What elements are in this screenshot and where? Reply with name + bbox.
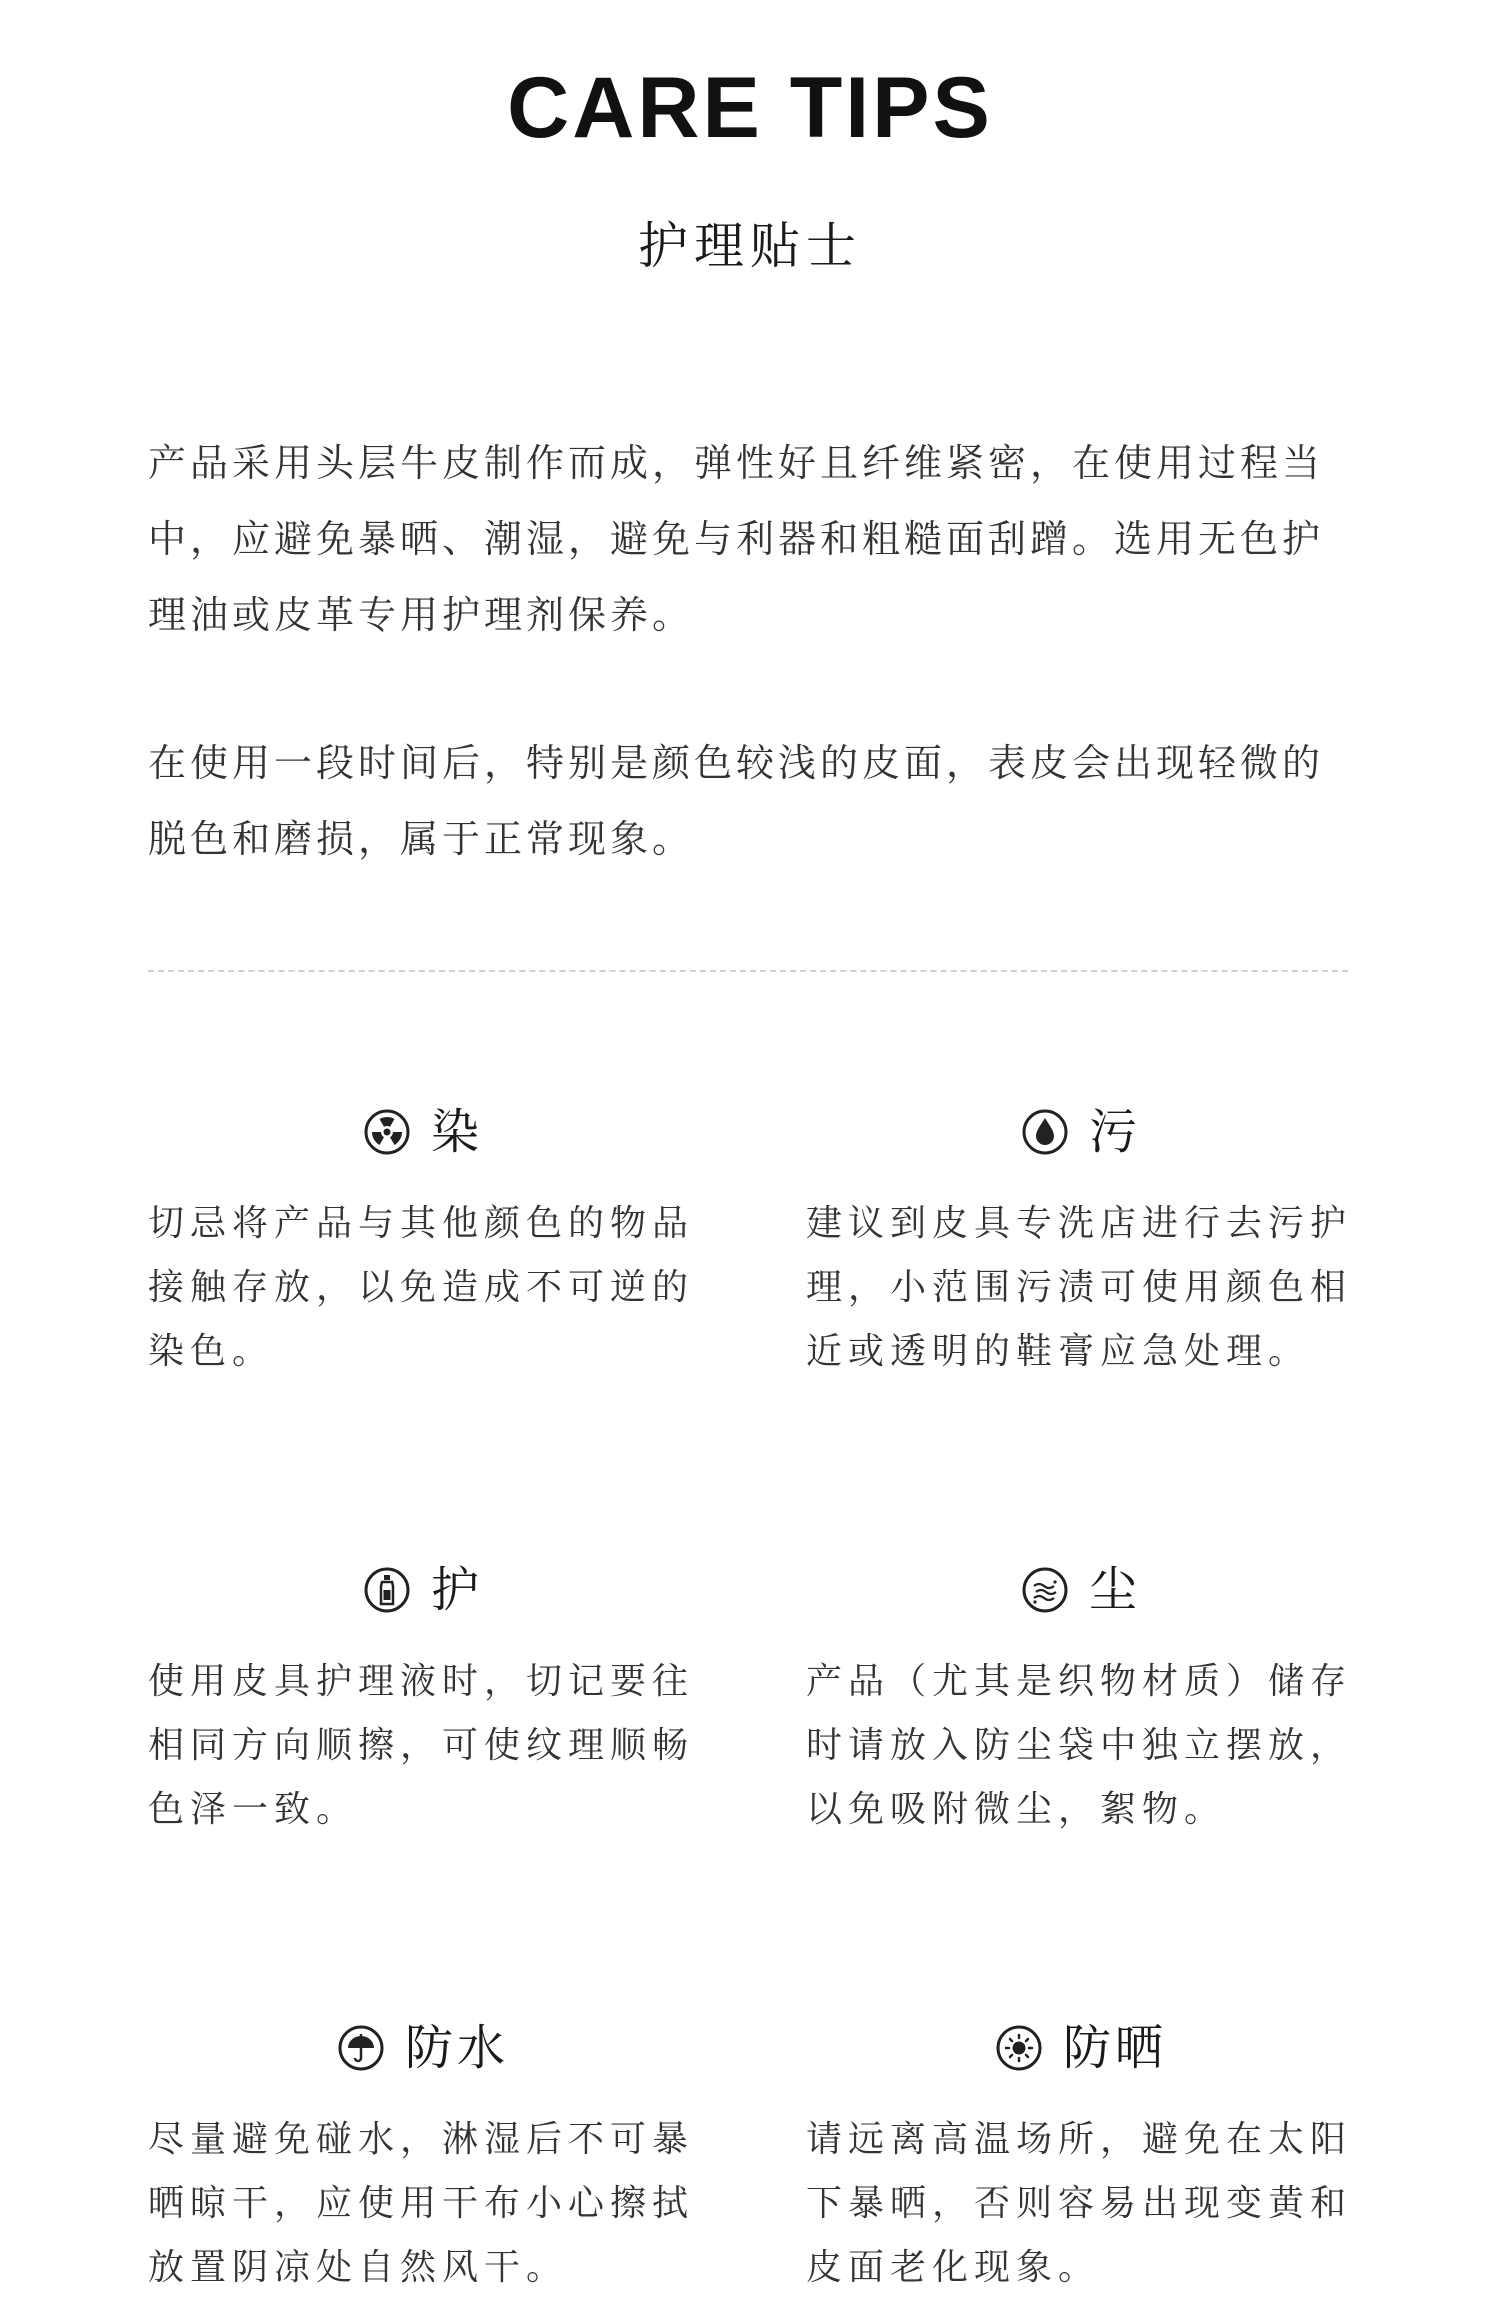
bottle-icon — [363, 1566, 411, 1614]
tip-title: 尘 — [1088, 1562, 1141, 1618]
dust-icon — [1021, 1566, 1069, 1614]
sun-icon — [995, 2024, 1043, 2072]
tip-title: 染 — [430, 1104, 483, 1160]
tip-card-header — [148, 1092, 698, 1172]
page-title-cn: 护理贴士 — [638, 217, 862, 275]
tip-title: 污 — [1088, 1104, 1141, 1160]
tip-title: 防水 — [404, 2020, 509, 2076]
tip-title: 防晒 — [1062, 2020, 1167, 2076]
dashed-divider — [148, 970, 1348, 972]
tip-card-header — [806, 1550, 1356, 1630]
tip-card-header — [806, 1092, 1356, 1172]
tip-card-header — [148, 1550, 698, 1630]
tip-text: 尽量避免碰水，淋湿后不可暴晒晾干，应使用干布小心擦拭放置阴凉处自然风干。 — [148, 2119, 695, 2288]
page-title-en: CARE TIPS — [507, 60, 993, 156]
tip-text: 切忌将产品与其他颜色的物品接触存放，以免造成不可逆的染色。 — [148, 1203, 695, 1372]
tip-title: 护 — [430, 1562, 483, 1618]
tip-text: 请远离高温场所，避免在太阳下暴晒，否则容易出现变黄和皮面老化现象。 — [806, 2119, 1353, 2288]
tip-text: 产品（尤其是织物材质）储存时请放入防尘袋中独立摆放，以免吸附微尘，絮物。 — [806, 1661, 1353, 1830]
radiation-icon — [363, 1108, 411, 1156]
tip-card-header — [148, 2008, 698, 2088]
intro-paragraph-1: 产品采用头层牛皮制作而成，弹性好且纤维紧密，在使用过程当中，应避免暴晒、潮湿，避免与利器和粗糙面刮蹭。选用无色护理油或皮革专用护理剂保养。 — [148, 441, 1325, 637]
umbrella-icon — [337, 2024, 385, 2072]
drop-icon — [1021, 1108, 1069, 1156]
tip-text: 建议到皮具专洗店进行去污护理，小范围污渍可使用颜色相近或透明的鞋膏应急处理。 — [806, 1203, 1353, 1372]
tip-text: 使用皮具护理液时，切记要往相同方向顺擦，可使纹理顺畅色泽一致。 — [148, 1661, 695, 1830]
tip-card-header — [806, 2008, 1356, 2088]
intro-paragraph-2: 在使用一段时间后，特别是颜色较浅的皮面，表皮会出现轻微的脱色和磨损，属于正常现象。 — [148, 741, 1325, 861]
